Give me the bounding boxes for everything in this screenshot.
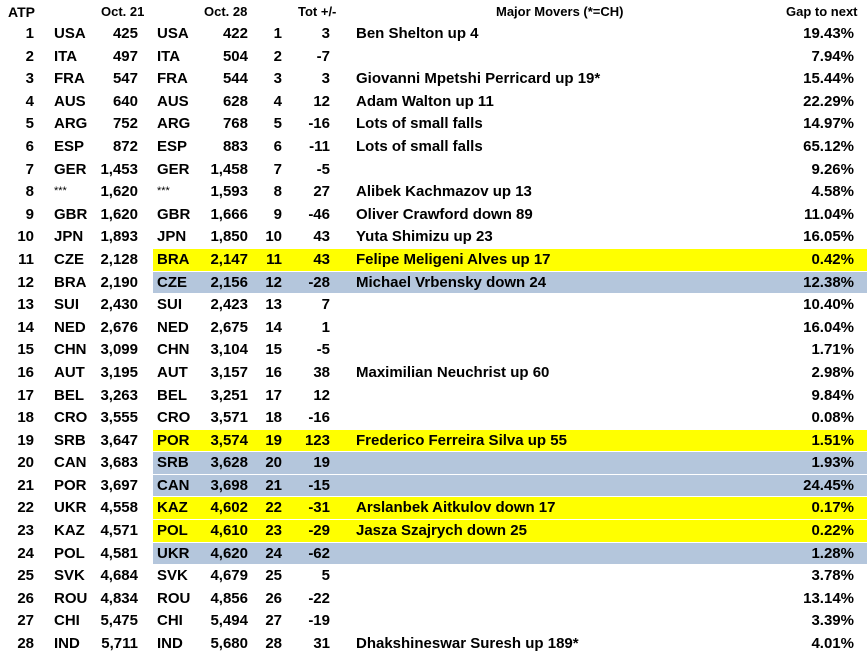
country-oct28-cell: CRO bbox=[157, 409, 191, 427]
table-row bbox=[0, 22, 867, 45]
rank-oct28-cell: 7 bbox=[273, 160, 282, 178]
rank-oct28-cell: 17 bbox=[265, 386, 282, 404]
major-mover-cell: Lots of small falls bbox=[356, 137, 483, 155]
table-row bbox=[0, 316, 867, 339]
points-oct21-cell: 2,190 bbox=[100, 273, 138, 291]
rank-oct28-cell: 16 bbox=[265, 363, 282, 381]
points-oct28-cell: 4,856 bbox=[210, 589, 248, 607]
rank-oct28-cell: 10 bbox=[265, 228, 282, 246]
tot-change-cell: 43 bbox=[313, 250, 330, 268]
rank-oct28-cell: 2 bbox=[273, 47, 282, 65]
tot-change-cell: -19 bbox=[308, 612, 330, 630]
country-oct28-cell: CZE bbox=[157, 273, 187, 291]
country-oct21-cell: *** bbox=[54, 185, 67, 198]
rank-cell: 9 bbox=[25, 205, 34, 223]
table-row bbox=[0, 632, 867, 655]
tot-change-cell: -16 bbox=[308, 409, 330, 427]
points-oct28-cell: 2,156 bbox=[210, 273, 248, 291]
points-oct28-cell: 5,494 bbox=[210, 612, 248, 630]
rank-cell: 10 bbox=[17, 228, 34, 246]
country-oct21-cell: GER bbox=[54, 160, 87, 178]
country-oct28-cell: KAZ bbox=[157, 499, 188, 517]
rank-cell: 6 bbox=[25, 137, 34, 155]
country-oct21-cell: POR bbox=[54, 476, 87, 494]
points-oct28-cell: 883 bbox=[222, 137, 248, 155]
major-mover-cell: Lots of small falls bbox=[356, 115, 483, 133]
country-oct28-cell: UKR bbox=[157, 544, 190, 562]
tot-change-cell: -31 bbox=[308, 499, 330, 517]
rank-oct28-cell: 26 bbox=[265, 589, 282, 607]
tot-change-cell: -62 bbox=[308, 544, 330, 562]
tot-change-cell: 27 bbox=[313, 183, 330, 201]
rank-oct28-cell: 19 bbox=[265, 431, 282, 449]
tot-change-cell: 38 bbox=[313, 363, 330, 381]
major-mover-cell: Arslanbek Aitkulov down 17 bbox=[356, 499, 556, 517]
gap-to-next-cell: 1.71% bbox=[811, 341, 854, 359]
tot-change-cell: 5 bbox=[321, 567, 330, 585]
points-oct21-cell: 3,647 bbox=[100, 431, 138, 449]
table-row bbox=[0, 158, 867, 181]
gap-to-next-cell: 1.28% bbox=[811, 544, 854, 562]
gap-to-next-cell: 22.29% bbox=[803, 92, 854, 110]
tot-change-cell: 12 bbox=[313, 92, 330, 110]
major-mover-cell: Ben Shelton up 4 bbox=[356, 25, 479, 42]
gap-to-next-cell: 0.22% bbox=[811, 522, 854, 540]
country-oct21-cell: ESP bbox=[54, 137, 85, 155]
points-oct28-cell: 4,602 bbox=[210, 499, 248, 517]
table-row bbox=[0, 293, 867, 316]
tot-change-cell: 31 bbox=[313, 635, 330, 653]
rank-oct28-cell: 24 bbox=[265, 544, 282, 562]
table-row bbox=[0, 90, 867, 113]
table-row bbox=[0, 338, 867, 361]
rank-cell: 11 bbox=[18, 250, 34, 268]
table-row bbox=[0, 451, 867, 474]
header-oct28: Oct. 28 bbox=[204, 4, 248, 19]
country-oct28-cell: AUS bbox=[157, 92, 189, 110]
header-tot: Tot +/- bbox=[298, 4, 337, 19]
points-oct28-cell: 3,698 bbox=[210, 476, 248, 494]
table-row bbox=[0, 112, 867, 135]
table-row bbox=[0, 474, 867, 497]
points-oct28-cell: 3,628 bbox=[210, 454, 248, 472]
points-oct28-cell: 504 bbox=[222, 47, 248, 65]
rank-oct28-cell: 12 bbox=[265, 273, 282, 291]
rank-oct28-cell: 14 bbox=[265, 318, 282, 336]
country-oct21-cell: UKR bbox=[54, 499, 87, 517]
points-oct21-cell: 2,430 bbox=[100, 296, 138, 314]
country-oct21-cell: CZE bbox=[54, 250, 84, 268]
country-oct28-cell: GER bbox=[157, 160, 190, 178]
country-oct21-cell: ITA bbox=[54, 47, 78, 65]
points-oct28-cell: 4,679 bbox=[210, 567, 248, 585]
rank-cell: 8 bbox=[25, 183, 34, 201]
country-oct28-cell: CAN bbox=[157, 476, 190, 494]
country-oct21-cell: GBR bbox=[54, 205, 88, 223]
table-row bbox=[0, 496, 867, 519]
rank-oct28-cell: 6 bbox=[273, 137, 282, 155]
table-row bbox=[0, 384, 867, 407]
country-oct28-cell: CHN bbox=[157, 341, 190, 359]
country-oct28-cell: POR bbox=[157, 431, 190, 449]
rank-oct28-cell: 23 bbox=[265, 522, 282, 540]
country-oct28-cell: POL bbox=[157, 522, 188, 540]
points-oct28-cell: 2,423 bbox=[210, 296, 248, 314]
rank-cell: 5 bbox=[25, 115, 34, 133]
header-gap: Gap to next bbox=[786, 4, 858, 19]
country-oct21-cell: CHN bbox=[54, 341, 87, 359]
rank-oct28-cell: 4 bbox=[273, 92, 282, 110]
rankings-table bbox=[0, 22, 867, 655]
rank-cell: 22 bbox=[17, 499, 34, 517]
rank-oct28-cell: 20 bbox=[265, 454, 282, 472]
table-row bbox=[0, 203, 867, 226]
rank-cell: 16 bbox=[17, 363, 34, 381]
major-mover-cell: Alibek Kachmazov up 13 bbox=[356, 183, 532, 201]
major-mover-cell: Dhakshineswar Suresh up 189* bbox=[356, 635, 579, 653]
points-oct28-cell: 5,680 bbox=[210, 635, 248, 653]
points-oct28-cell: 3,251 bbox=[210, 386, 248, 404]
points-oct21-cell: 640 bbox=[112, 92, 138, 110]
gap-to-next-cell: 9.26% bbox=[811, 160, 854, 178]
gap-to-next-cell: 10.40% bbox=[803, 296, 854, 314]
major-mover-cell: Felipe Meligeni Alves up 17 bbox=[356, 250, 551, 268]
points-oct28-cell: 1,458 bbox=[210, 160, 248, 178]
rank-cell: 24 bbox=[17, 544, 34, 562]
rank-oct28-cell: 13 bbox=[265, 296, 282, 314]
tot-change-cell: -28 bbox=[308, 273, 330, 291]
tot-change-cell: 3 bbox=[321, 25, 330, 42]
rank-cell: 19 bbox=[17, 431, 34, 449]
points-oct28-cell: 3,574 bbox=[210, 431, 248, 449]
points-oct21-cell: 1,620 bbox=[100, 183, 138, 201]
header-movers: Major Movers (*=CH) bbox=[496, 4, 624, 19]
rank-oct28-cell: 18 bbox=[265, 409, 282, 427]
points-oct21-cell: 4,581 bbox=[100, 544, 138, 562]
country-oct21-cell: USA bbox=[54, 25, 86, 42]
tot-change-cell: -22 bbox=[308, 589, 330, 607]
gap-to-next-cell: 2.98% bbox=[811, 363, 854, 381]
country-oct28-cell: CHI bbox=[157, 612, 183, 630]
points-oct28-cell: 3,571 bbox=[210, 409, 248, 427]
gap-to-next-cell: 3.78% bbox=[811, 567, 854, 585]
points-oct21-cell: 3,555 bbox=[100, 409, 138, 427]
header-oct21: Oct. 21 bbox=[101, 4, 145, 19]
tot-change-cell: 12 bbox=[313, 386, 330, 404]
gap-to-next-cell: 0.17% bbox=[811, 499, 854, 517]
rank-oct28-cell: 5 bbox=[273, 115, 282, 133]
points-oct28-cell: 1,593 bbox=[210, 183, 248, 201]
tot-change-cell: -29 bbox=[308, 522, 330, 540]
gap-to-next-cell: 13.14% bbox=[803, 589, 854, 607]
points-oct28-cell: 422 bbox=[222, 25, 248, 42]
gap-to-next-cell: 4.58% bbox=[811, 183, 854, 201]
major-mover-cell: Frederico Ferreira Silva up 55 bbox=[356, 431, 567, 449]
rank-cell: 28 bbox=[17, 635, 34, 653]
points-oct21-cell: 5,711 bbox=[101, 635, 138, 653]
country-oct21-cell: AUT bbox=[54, 363, 85, 381]
table-row bbox=[0, 542, 867, 565]
major-mover-cell: Adam Walton up 11 bbox=[356, 92, 494, 110]
rank-cell: 20 bbox=[17, 454, 34, 472]
table-row bbox=[0, 271, 867, 294]
country-oct28-cell: ROU bbox=[157, 589, 191, 607]
points-oct28-cell: 1,850 bbox=[210, 228, 248, 246]
points-oct28-cell: 4,620 bbox=[210, 544, 248, 562]
gap-to-next-cell: 16.05% bbox=[803, 228, 854, 246]
tot-change-cell: -46 bbox=[308, 205, 330, 223]
points-oct21-cell: 1,453 bbox=[100, 160, 138, 178]
country-oct21-cell: BRA bbox=[54, 273, 87, 291]
points-oct21-cell: 497 bbox=[112, 47, 138, 65]
rank-cell: 23 bbox=[17, 522, 34, 540]
gap-to-next-cell: 1.93% bbox=[811, 454, 854, 472]
tot-change-cell: -5 bbox=[316, 341, 330, 359]
tot-change-cell: -11 bbox=[309, 137, 330, 155]
major-mover-cell: Maximilian Neuchrist up 60 bbox=[356, 363, 550, 381]
table-row bbox=[0, 135, 867, 158]
table-header bbox=[0, 0, 867, 24]
rank-oct28-cell: 1 bbox=[273, 25, 282, 42]
points-oct28-cell: 628 bbox=[222, 92, 248, 110]
points-oct21-cell: 4,684 bbox=[100, 567, 138, 585]
gap-to-next-cell: 15.44% bbox=[803, 70, 854, 88]
country-oct21-cell: AUS bbox=[54, 92, 86, 110]
rank-cell: 18 bbox=[17, 409, 34, 427]
rank-cell: 13 bbox=[17, 296, 34, 314]
points-oct21-cell: 1,893 bbox=[100, 228, 138, 246]
points-oct21-cell: 3,263 bbox=[100, 386, 138, 404]
table-row bbox=[0, 180, 867, 203]
rank-cell: 26 bbox=[17, 589, 34, 607]
country-oct21-cell: POL bbox=[54, 544, 85, 562]
points-oct21-cell: 547 bbox=[112, 70, 138, 88]
rank-cell: 7 bbox=[25, 160, 34, 178]
points-oct21-cell: 2,676 bbox=[100, 318, 138, 336]
major-mover-cell: Yuta Shimizu up 23 bbox=[356, 228, 493, 246]
table-row bbox=[0, 587, 867, 610]
table-row bbox=[0, 519, 867, 542]
rank-oct28-cell: 3 bbox=[273, 70, 282, 88]
country-oct21-cell: IND bbox=[54, 635, 80, 653]
country-oct28-cell: FRA bbox=[157, 70, 188, 88]
rank-cell: 3 bbox=[25, 70, 34, 88]
rank-oct28-cell: 28 bbox=[265, 635, 282, 653]
points-oct21-cell: 425 bbox=[112, 25, 138, 42]
rank-cell: 12 bbox=[17, 273, 34, 291]
header-atp: ATP bbox=[8, 4, 35, 20]
tot-change-cell: -7 bbox=[316, 47, 330, 65]
rank-cell: 25 bbox=[17, 567, 34, 585]
country-oct21-cell: KAZ bbox=[54, 522, 85, 540]
rank-cell: 21 bbox=[17, 476, 34, 494]
gap-to-next-cell: 16.04% bbox=[803, 318, 854, 336]
points-oct21-cell: 752 bbox=[112, 115, 138, 133]
rank-cell: 27 bbox=[17, 612, 34, 630]
table-row bbox=[0, 225, 867, 248]
tot-change-cell: 19 bbox=[313, 454, 330, 472]
country-oct21-cell: NED bbox=[54, 318, 86, 336]
tot-change-cell: -15 bbox=[308, 476, 330, 494]
points-oct28-cell: 768 bbox=[222, 115, 248, 133]
rank-oct28-cell: 9 bbox=[273, 205, 282, 223]
points-oct28-cell: 544 bbox=[222, 70, 248, 88]
gap-to-next-cell: 0.08% bbox=[811, 409, 854, 427]
country-oct28-cell: IND bbox=[157, 635, 183, 653]
country-oct28-cell: ESP bbox=[157, 137, 188, 155]
country-oct28-cell: *** bbox=[157, 185, 170, 198]
gap-to-next-cell: 1.51% bbox=[811, 431, 854, 449]
rank-cell: 14 bbox=[17, 318, 34, 336]
points-oct21-cell: 5,475 bbox=[100, 612, 138, 630]
tot-change-cell: 1 bbox=[321, 318, 330, 336]
country-oct21-cell: SUI bbox=[54, 296, 80, 314]
country-oct21-cell: ROU bbox=[54, 589, 88, 607]
gap-to-next-cell: 9.84% bbox=[811, 386, 854, 404]
country-oct28-cell: USA bbox=[157, 25, 189, 42]
points-oct28-cell: 3,157 bbox=[210, 363, 248, 381]
points-oct28-cell: 2,675 bbox=[210, 318, 248, 336]
rank-oct28-cell: 25 bbox=[265, 567, 282, 585]
rank-oct28-cell: 27 bbox=[265, 612, 282, 630]
tot-change-cell: 7 bbox=[321, 296, 330, 314]
rank-oct28-cell: 21 bbox=[265, 476, 282, 494]
country-oct21-cell: ARG bbox=[54, 115, 88, 133]
table-row bbox=[0, 361, 867, 384]
country-oct28-cell: NED bbox=[157, 318, 189, 336]
country-oct28-cell: BRA bbox=[157, 250, 190, 268]
country-oct21-cell: BEL bbox=[54, 386, 84, 404]
table-row bbox=[0, 248, 867, 271]
tot-change-cell: -5 bbox=[316, 160, 330, 178]
rank-oct28-cell: 8 bbox=[273, 183, 282, 201]
points-oct21-cell: 3,195 bbox=[100, 363, 138, 381]
rank-cell: 4 bbox=[25, 92, 34, 110]
tot-change-cell: 3 bbox=[321, 70, 330, 88]
tot-change-cell: 43 bbox=[313, 228, 330, 246]
table-row bbox=[0, 67, 867, 90]
points-oct28-cell: 3,104 bbox=[210, 341, 248, 359]
gap-to-next-cell: 7.94% bbox=[811, 47, 854, 65]
points-oct21-cell: 872 bbox=[112, 137, 138, 155]
points-oct21-cell: 4,571 bbox=[100, 522, 138, 540]
table-row bbox=[0, 429, 867, 452]
gap-to-next-cell: 65.12% bbox=[803, 137, 854, 155]
table-row bbox=[0, 609, 867, 632]
points-oct21-cell: 3,683 bbox=[100, 454, 138, 472]
tot-change-cell: -16 bbox=[308, 115, 330, 133]
gap-to-next-cell: 3.39% bbox=[811, 612, 854, 630]
table-row bbox=[0, 45, 867, 68]
table-row bbox=[0, 564, 867, 587]
country-oct28-cell: BEL bbox=[157, 386, 187, 404]
major-mover-cell: Michael Vrbensky down 24 bbox=[356, 273, 547, 291]
gap-to-next-cell: 12.38% bbox=[803, 273, 854, 291]
country-oct21-cell: CAN bbox=[54, 454, 87, 472]
gap-to-next-cell: 4.01% bbox=[811, 635, 854, 653]
country-oct21-cell: CRO bbox=[54, 409, 88, 427]
points-oct21-cell: 1,620 bbox=[100, 205, 138, 223]
gap-to-next-cell: 19.43% bbox=[803, 25, 854, 42]
points-oct28-cell: 1,666 bbox=[210, 205, 248, 223]
rank-cell: 1 bbox=[25, 25, 34, 42]
country-oct28-cell: SRB bbox=[157, 454, 189, 472]
country-oct28-cell: GBR bbox=[157, 205, 191, 223]
rank-cell: 2 bbox=[25, 47, 34, 65]
rank-cell: 17 bbox=[17, 386, 34, 404]
tot-change-cell: 123 bbox=[304, 431, 330, 449]
rank-oct28-cell: 15 bbox=[265, 341, 282, 359]
country-oct21-cell: SRB bbox=[54, 431, 86, 449]
points-oct21-cell: 3,099 bbox=[100, 341, 138, 359]
major-mover-cell: Oliver Crawford down 89 bbox=[356, 205, 533, 223]
country-oct28-cell: SUI bbox=[157, 296, 183, 314]
gap-to-next-cell: 0.42% bbox=[811, 250, 854, 268]
rank-cell: 15 bbox=[17, 341, 34, 359]
country-oct28-cell: ITA bbox=[157, 47, 181, 65]
country-oct21-cell: JPN bbox=[54, 228, 84, 246]
points-oct21-cell: 4,558 bbox=[100, 499, 138, 517]
points-oct21-cell: 3,697 bbox=[100, 476, 138, 494]
major-mover-cell: Giovanni Mpetshi Perricard up 19* bbox=[356, 70, 601, 88]
country-oct28-cell: JPN bbox=[157, 228, 187, 246]
country-oct28-cell: AUT bbox=[157, 363, 188, 381]
country-oct21-cell: FRA bbox=[54, 70, 85, 88]
gap-to-next-cell: 14.97% bbox=[803, 115, 854, 133]
points-oct21-cell: 2,128 bbox=[100, 250, 138, 268]
country-oct21-cell: CHI bbox=[54, 612, 80, 630]
country-oct28-cell: ARG bbox=[157, 115, 191, 133]
points-oct21-cell: 4,834 bbox=[100, 589, 138, 607]
major-mover-cell: Jasza Szajrych down 25 bbox=[356, 522, 527, 540]
rank-oct28-cell: 22 bbox=[265, 499, 282, 517]
points-oct28-cell: 2,147 bbox=[210, 250, 248, 268]
gap-to-next-cell: 24.45% bbox=[803, 476, 854, 494]
points-oct28-cell: 4,610 bbox=[210, 522, 248, 540]
rank-oct28-cell: 11 bbox=[266, 250, 282, 268]
gap-to-next-cell: 11.04% bbox=[803, 205, 854, 223]
country-oct21-cell: SVK bbox=[54, 567, 85, 585]
table-row bbox=[0, 406, 867, 429]
country-oct28-cell: SVK bbox=[157, 567, 188, 585]
